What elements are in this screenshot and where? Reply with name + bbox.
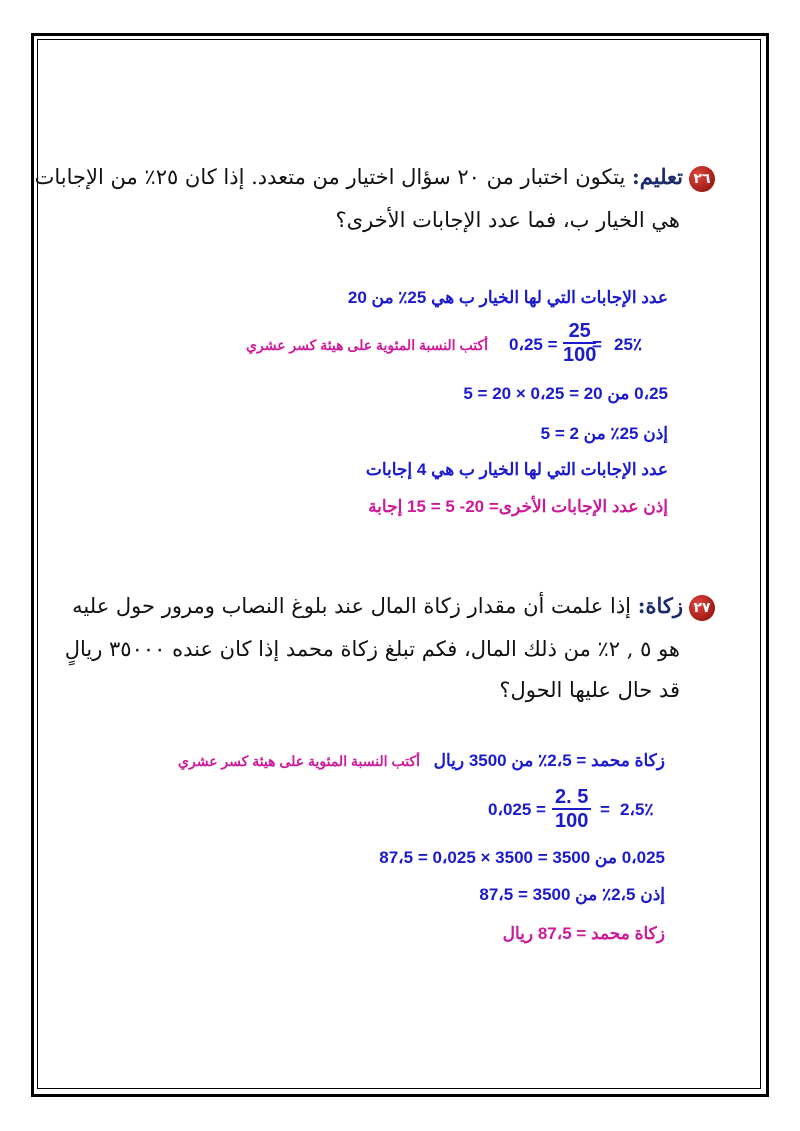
q26-text-1: يتكون اختبار من ٢٠ سؤال اختيار من متعدد. إذا كان ٢٥٪ من الإجابات: [34, 165, 626, 189]
a27-fraction-numerator: 2. 5: [552, 786, 591, 810]
a26-fraction-numerator: 25: [563, 320, 596, 344]
a27-note: أكتب النسبة المئوية على هيئة كسر عشري: [178, 753, 420, 769]
a27-line-1: زكاة محمد = 2،5٪ من 3500 ريال: [433, 751, 665, 770]
q27-text-1: إذا علمت أن مقدار زكاة المال عند بلوغ النصاب ومرور حول عليه: [72, 594, 631, 618]
q27-line-3: قد حال عليها الحول؟: [499, 678, 680, 702]
a27-percent: 2،5٪: [620, 800, 654, 819]
a26-equals: =: [592, 335, 602, 354]
a26-line-6: إذن عدد الإجابات الأخرى= 20- 5 = 15 إجابة: [368, 497, 668, 516]
q26-keyword: تعليم: [639, 164, 683, 189]
a27-fraction: [552, 786, 591, 832]
a27-line-3: 0،025 من 3500 = 3500 × 0،025 = 87،5: [379, 848, 665, 867]
a27-line-4: إذن 2،5٪ من 3500 = 87،5: [479, 885, 665, 904]
q27-number-badge: ٢٧: [689, 595, 715, 621]
a27-equals: =: [600, 800, 610, 819]
q27-line-1: [72, 593, 715, 621]
a27-fraction-denominator: 100: [554, 810, 589, 832]
q27-line-2: هو ٥ , ٢٪ من ذلك المال، فكم تبلغ زكاة محمد إذا كان عنده ٣٥٠٠٠ ريالٍ: [64, 637, 680, 661]
q26-number-badge: ٢٦: [689, 166, 715, 192]
a26-fraction-denominator: 100: [563, 344, 597, 366]
a27-line-5: زكاة محمد = 87،5 ريال: [502, 924, 665, 943]
a27-decimal: 0،025 =: [488, 800, 546, 819]
q27-keyword: زكاة: [645, 593, 683, 618]
a26-line-1: عدد الإجابات التي لها الخيار ب هي 25٪ من 20: [347, 288, 668, 307]
a26-percent: 25٪: [614, 335, 643, 354]
a26-note: أكتب النسبة المئوية على هيئة كسر عشري: [246, 337, 488, 353]
a26-line-4: إذن 25٪ من 2 = 5: [540, 424, 668, 443]
q26-colon: :: [631, 164, 640, 189]
a26-line-5: عدد الإجابات التي لها الخيار ب هي 4 إجابات: [365, 460, 668, 479]
a26-line-3: 0،25 من 20 = 0،25 × 20 = 5: [463, 384, 668, 403]
a26-fraction: [563, 320, 596, 366]
a26-decimal: 0،25 =: [509, 335, 558, 354]
q27-colon: :: [637, 593, 646, 618]
q26-line-2: هي الخيار ب، فما عدد الإجابات الأخرى؟: [335, 208, 680, 232]
q26-line-1: [35, 164, 715, 192]
